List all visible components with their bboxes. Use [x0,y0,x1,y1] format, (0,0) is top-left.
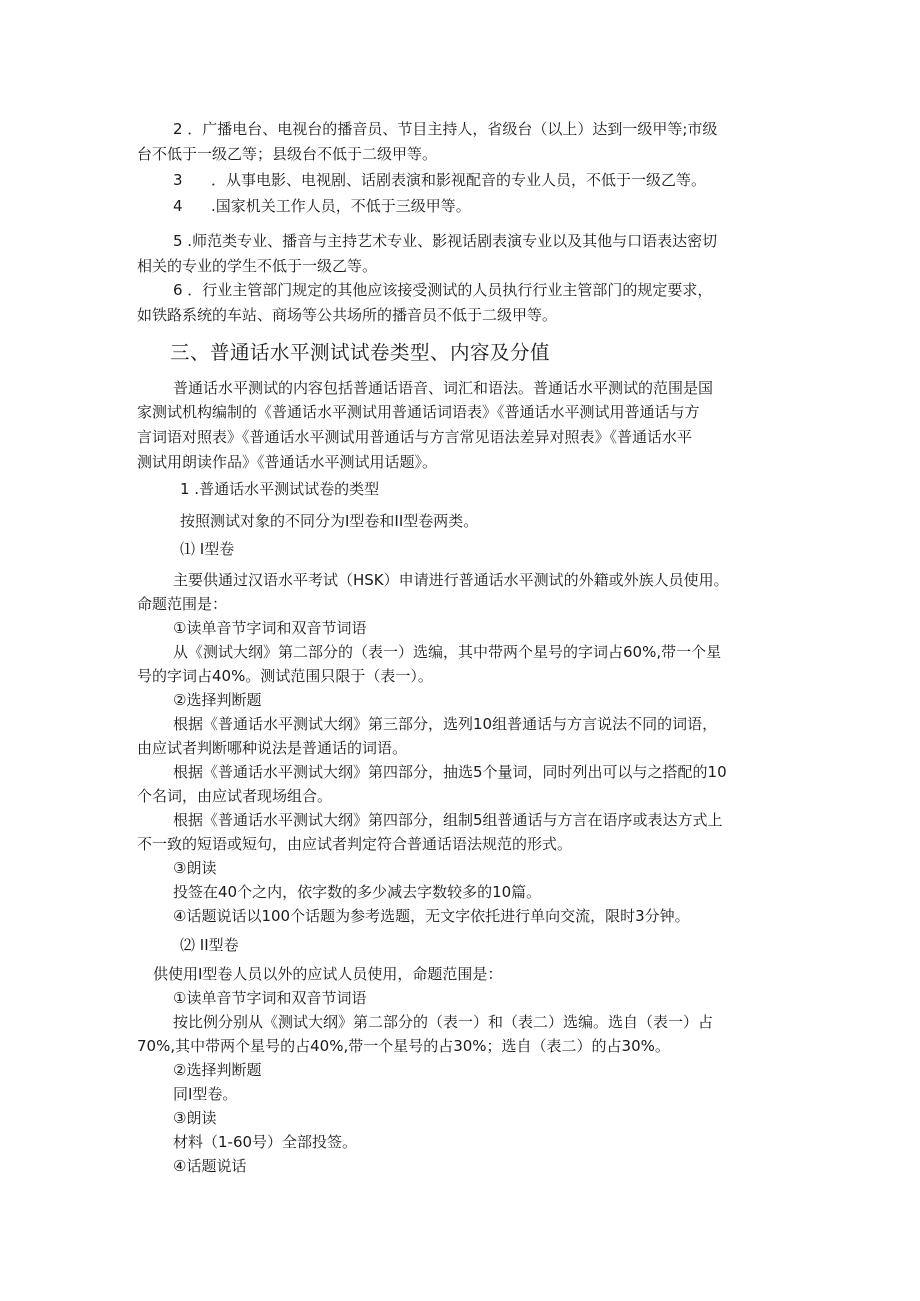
type2-q3-title: ③朗读 [173,1109,217,1127]
type1-q2b-line1: 根据《普通话水平测试大纲》第四部分，抽选5个量词，同时列出可以与之搭配的10 [173,763,727,781]
type1-q1-line1: 从《测试大纲》第二部分的（表一）选编，其中带两个星号的字词占60%,带一个星 [173,643,722,661]
type1-q2c-line2: 不一致的短语或短句，由应试者判定符合普通话语法规范的形式。 [137,835,573,853]
item4-text: .国家机关工作人员，不低于三级甲等。 [211,197,471,215]
intro-line2: 家测试机构编制的《普通话水平测试用普通话词语表》《普通话水平测试用普通话与方 [137,403,700,421]
type2-q1-title: ①读单音节字词和双音节词语 [173,989,367,1007]
intro-line4: 测试用朗读作品》《普通话水平测试用话题》。 [137,453,438,471]
item2-line1: 2 ．广播电台、电视台的播音员、节目主持人，省级台（以上）达到一级甲等;市级 [173,120,718,138]
item2-line2: 台不低于一级乙等；县级台不低于二级甲等。 [137,145,438,163]
item6-line2: 如铁路系统的车站、商场等公共场所的播音员不低于二级甲等。 [137,306,558,324]
type2-q2-text: 同I型卷。 [173,1085,238,1103]
type1-q2a-line2: 由应试者判断哪种说法是普通话的词语。 [137,739,408,757]
type1-q1-line2: 号的字词占40%。测试范围只限于（表一）。 [137,667,433,685]
item5-line1: 5 .师范类专业、播音与主持艺术专业、影视话剧表演专业以及其他与口语表达密切 [173,232,718,250]
item3-text: ．从事电影、电视剧、话剧表演和影视配音的专业人员，不低于一级乙等。 [211,171,707,189]
type1-q3-text: 投签在40个之内，依字数的多少减去字数较多的10篇。 [173,883,542,901]
item6-line1: 6 ．行业主管部门规定的其他应该接受测试的人员执行行业主管部门的规定要求， [173,281,713,299]
subsection-description: 按照测试对象的不同分为I型卷和II型卷两类。 [180,512,479,530]
type2-q1-line2: 70%,其中带两个星号的占40%,带一个星号的占30%；选自（表二）的占30%。 [137,1037,670,1055]
type1-q3-title: ③朗读 [173,859,217,877]
item5-line2: 相关的专业的学生不低于一级乙等。 [137,257,378,275]
type1-q2a-line1: 根据《普通话水平测试大纲》第三部分，选列10组普通话与方言说法不同的词语， [173,715,718,733]
intro-line1: 普通话水平测试的内容包括普通话语音、词汇和语法。普通话水平测试的范围是国 [173,379,714,397]
type2-q4-title: ④话题说话 [173,1157,247,1175]
type1-q2-title: ②选择判断题 [173,691,262,709]
type1-q1-title: ①读单音节字词和双音节词语 [173,619,367,637]
type1-description-line1: 主要供通过汉语水平考试（HSK）申请进行普通话水平测试的外籍或外族人员使用。 [173,571,729,589]
type2-q1-line1: 按比例分别从《测试大纲》第二部分的（表一）和（表二）选编。选自（表一）占 [173,1013,714,1031]
section-heading: 三、普通话水平测试试卷类型、内容及分值 [170,341,551,364]
type1-q2b-line2: 个名词，由应试者现场组合。 [137,787,333,805]
type1-title: ⑴ I型卷 [180,540,235,558]
subsection-title: 1 .普通话水平测试试卷的类型 [180,480,380,498]
type1-q4-text: ④话题说话以100个话题为参考选题，无文字依托进行单向交流，限时3分钟。 [173,907,690,925]
type2-q2-title: ②选择判断题 [173,1061,262,1079]
type2-description: 供使用I型卷人员以外的应试人员使用，命题范围是： [153,965,503,983]
intro-line3: 言词语对照表》《普通话水平测试用普通话与方言常见语法差异对照表》《普通话水平 [137,428,693,446]
type2-title: ⑵ II型卷 [180,936,239,954]
item4-number: 4 [173,197,183,215]
item3-number: 3 [173,171,183,189]
type1-description-line2: 命题范围是： [137,595,228,613]
type1-q2c-line1: 根据《普通话水平测试大纲》第四部分，组制5组普通话与方言在语序或表达方式上 [173,811,723,829]
type2-q3-text: 材料（1-60号）全部投签。 [173,1133,358,1151]
